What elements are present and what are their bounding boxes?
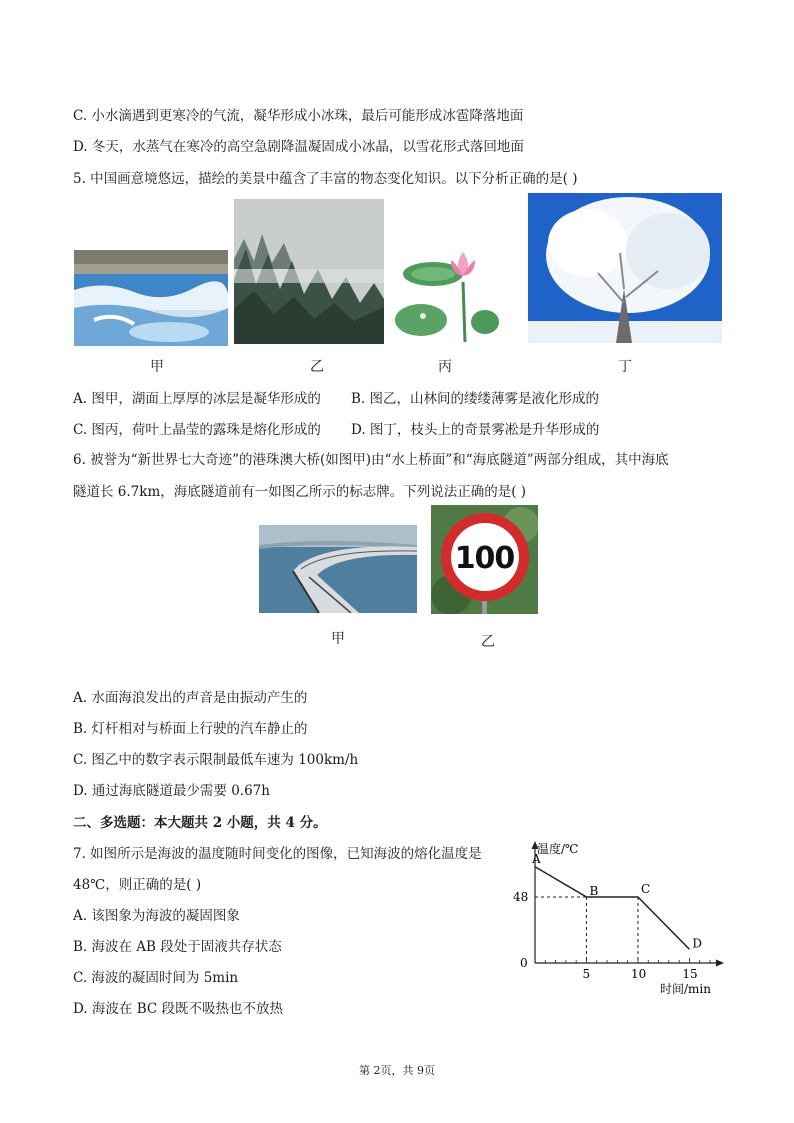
rime-tree-image bbox=[528, 193, 722, 343]
point-label-c: C bbox=[640, 882, 651, 896]
y-tick-label: 0 bbox=[520, 956, 528, 970]
q6-stem-line2: 隧道长 6.7km，海底隧道前有一如图乙所示的标志牌。下列说法正确的是( ) bbox=[73, 484, 527, 500]
q4-option-c: C. 小水滴遇到更寒冷的气流，凝华形成小冰珠，最后可能形成冰雹降落地面 bbox=[73, 108, 524, 124]
lotus-leaf-image bbox=[393, 242, 515, 342]
speed-limit-number: 100 bbox=[454, 541, 515, 576]
q7-option-c: C. 海波的凝固时间为 5min bbox=[73, 970, 239, 986]
q5-caption-yi: 乙 bbox=[310, 359, 324, 375]
section-heading: 二、多选题：本大题共 2 小题，共 4 分。 bbox=[73, 815, 327, 831]
q7-option-b: B. 海波在 AB 段处于固液共存状态 bbox=[73, 939, 282, 955]
series-line bbox=[535, 867, 689, 950]
q5-caption-ding: 丁 bbox=[618, 359, 632, 375]
q6-option-d: D. 通过海底隧道最少需要 0.67h bbox=[73, 783, 270, 799]
q5-option-b: B. 图乙，山林间的缕缕薄雾是液化形成的 bbox=[351, 391, 600, 407]
q7-stem-line1: 7. 如图所示是海波的温度随时间变化的图像，已知海波的熔化温度是 bbox=[73, 846, 482, 862]
y-tick-label: 48 bbox=[513, 890, 529, 904]
q6-option-b: B. 灯杆相对与桥面上行驶的汽车静止的 bbox=[73, 721, 308, 737]
q7-option-d: D. 海波在 BC 段既不吸热也不放热 bbox=[73, 1001, 284, 1017]
speed-limit-sign-image bbox=[431, 505, 538, 614]
misty-forest-image bbox=[234, 199, 384, 344]
q7-stem-line2: 48℃，则正确的是( ) bbox=[73, 877, 202, 893]
x-axis-arrow bbox=[716, 960, 724, 967]
point-label-b: B bbox=[589, 884, 599, 898]
q6-option-c: C. 图乙中的数字表示限制最低车速为 100km/h bbox=[73, 752, 359, 768]
q5-caption-jia: 甲 bbox=[150, 359, 164, 375]
q5-option-a: A. 图甲，湖面上厚厚的冰层是凝华形成的 bbox=[73, 391, 321, 407]
q6-stem-line1: 6. 被誉为“新世界七大奇迹”的港珠澳大桥(如图甲)由“水上桥面”和“海底隧道”两部分组成，其中海底 bbox=[73, 452, 669, 468]
x-tick-label: 15 bbox=[682, 967, 698, 981]
point-label-d: D bbox=[692, 936, 703, 951]
q5-option-d: D. 图丁，枝头上的奇景雾凇是升华形成的 bbox=[351, 422, 600, 438]
temperature-time-chart bbox=[500, 835, 740, 1000]
bridge-image bbox=[259, 525, 417, 613]
q6-option-a: A. 水面海浪发出的声音是由振动产生的 bbox=[73, 690, 308, 706]
q7-option-a: A. 该图象为海波的凝固图象 bbox=[73, 908, 240, 924]
frozen-lake-image bbox=[74, 250, 228, 346]
x-tick-label: 5 bbox=[582, 967, 591, 981]
q5-caption-bing: 丙 bbox=[438, 359, 452, 375]
y-axis-label: 温度/℃ bbox=[537, 842, 579, 856]
q6-caption-jia: 甲 bbox=[331, 631, 345, 647]
q5-stem: 5. 中国画意境悠远，描绘的美景中蕴含了丰富的物态变化知识。以下分析正确的是( ) bbox=[73, 171, 578, 187]
q4-option-d: D. 冬天，水蒸气在寒冷的高空急剧降温凝固成小冰晶，以雪花形式落回地面 bbox=[73, 139, 524, 155]
page-footer: 第 2页，共 9页 bbox=[359, 1064, 435, 1077]
q5-option-c: C. 图丙，荷叶上晶莹的露珠是熔化形成的 bbox=[73, 422, 321, 438]
q6-caption-yi: 乙 bbox=[481, 634, 495, 650]
point-label-a: A bbox=[532, 851, 541, 866]
x-axis-label: 时间/min bbox=[660, 982, 711, 996]
x-tick-label: 10 bbox=[630, 967, 647, 981]
